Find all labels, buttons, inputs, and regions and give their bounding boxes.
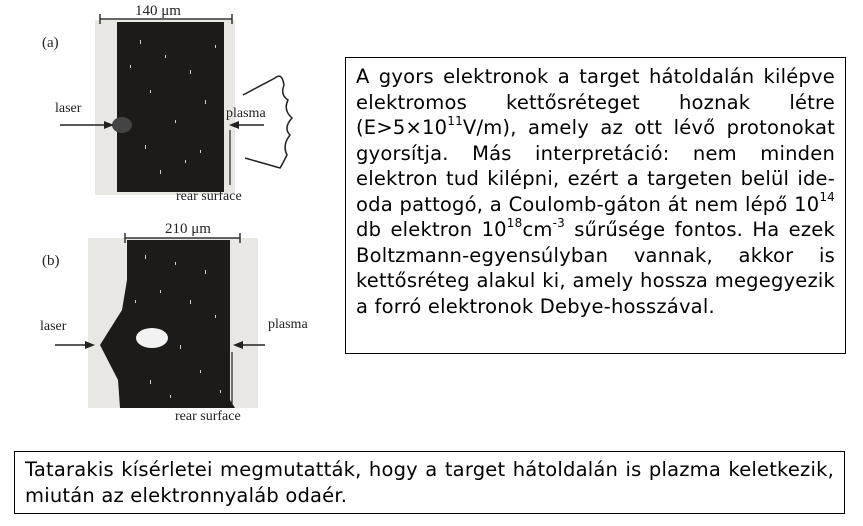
box1-sup-4: -3 — [552, 215, 565, 230]
panel-a-scale-label: 140 μm — [135, 3, 181, 19]
box1-text-2: V/m), amely az ott lévő protonokat gyorsítja. Más interpretáció: nem minden elektron tud kilépni, ezért a targeten belül ide-oda pattogó, a Coulomb-gáton át nem lépő 10 — [356, 116, 835, 216]
panel-b-letter: (b) — [42, 253, 60, 269]
figure-svg — [0, 0, 345, 440]
panel-b-hot-spot — [136, 328, 168, 348]
panel-a-laser-label: laser — [55, 101, 82, 116]
box1-text-5: sűrűsége fontos. Ha ezek Boltzmann-egyensúlyban vannak, akkor is kettősréteg alakul ki, amely hossza megegyezik a forró elektronok Debye-hosszával. — [356, 218, 835, 318]
box1-text-1: A gyors elektronok a target hátoldalán kilépve elektromos kettősréteget hoznak létre (E>5×10 — [356, 65, 835, 139]
panel-b-rear-label: rear surface — [175, 409, 241, 424]
panel-a-wavy-profile — [243, 76, 292, 168]
panel-b-laser-label: laser — [40, 319, 67, 334]
panel-a-letter: (a) — [42, 35, 59, 51]
figure — [0, 0, 345, 440]
panel-a-laser-spot — [112, 117, 132, 133]
summary-box — [14, 451, 845, 514]
box1-text-3: db elektron 10 — [356, 218, 507, 241]
panel-b-plasma-label: plasma — [268, 317, 308, 332]
box1-sup-2: 14 — [819, 190, 835, 204]
box1-sup-3: 18 — [506, 215, 523, 230]
panel-a-rear-label: rear surface — [176, 189, 242, 204]
box1-text-4: cm — [522, 218, 553, 241]
panel-a-plasma-label: plasma — [226, 106, 266, 121]
panel-a-target — [117, 22, 224, 192]
summary-text: Tatarakis kísérletei megmutatták, hogy a target hátoldalán is plazma keletkezik, miután az elektronnyaláb odaér. — [25, 458, 834, 507]
panel-b-scale-label: 210 μm — [165, 221, 211, 237]
box1-sup-1: 11 — [447, 113, 463, 128]
explanation-box — [345, 57, 846, 354]
